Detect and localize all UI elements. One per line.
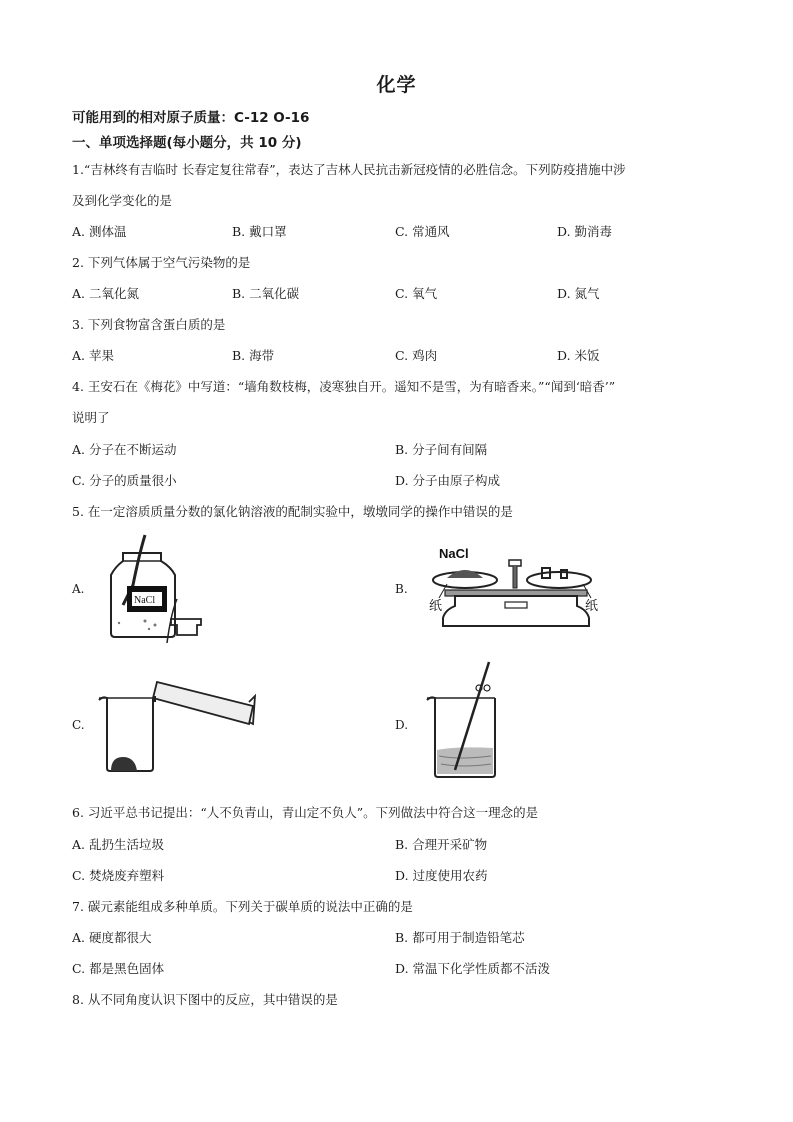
page-title: 化学 [376, 74, 417, 96]
question-2-stem: 2. 下列气体属于空气污染物的是 [72, 255, 251, 270]
question-7-stem: 7. 碳元素能组成多种单质。下列关于碳单质的说法中正确的是 [72, 899, 413, 914]
question-4-stem: 4. 王安石在《梅花》中写道：“墙角数枝梅，凌寒独自开。遥知不是雪，为有暗香来。”“闻到‘暗香’” [72, 379, 616, 394]
q2-option-c: C. 氧气 [395, 286, 438, 301]
q6-option-d: D. 过度使用农药 [395, 868, 488, 883]
nacl-label: NaCl [439, 546, 469, 561]
pouring-figure [95, 672, 265, 777]
q4-option-b: B. 分子间有间隔 [395, 442, 488, 457]
q7-option-a: A. 硬度都很大 [72, 930, 152, 945]
question-8-stem: 8. 从不同角度认识下图中的反应，其中错误的是 [72, 992, 338, 1007]
question-5-stem: 5. 在一定溶质质量分数的氯化钠溶液的配制实验中，墩墩同学的操作中错误的是 [72, 504, 513, 519]
section-heading: 一、单项选择题(每小题分，共 10 分) [72, 135, 302, 151]
figure-c-label: C. [72, 718, 85, 732]
balance-figure [425, 538, 605, 633]
figure-d-label: D. [395, 718, 409, 732]
figure-b-label: B. [395, 582, 408, 596]
question-1-stem-cont: 及到化学变化的是 [72, 193, 173, 208]
q6-option-a: A. 乱扔生活垃圾 [72, 837, 164, 852]
q3-option-c: C. 鸡肉 [395, 348, 438, 363]
q4-option-c: C. 分子的质量很小 [72, 473, 177, 488]
reagent-bottle-figure [105, 533, 215, 643]
figure-a-label: A. [72, 582, 85, 596]
question-1-stem: 1.“吉林终有吉临时 长春定复往常春”，表达了吉林人民抗击新冠疫情的必胜信念。下列防疫措施中涉 [72, 162, 626, 177]
question-6-stem: 6. 习近平总书记提出：“人不负青山，青山定不负人”。下列做法中符合这一理念的是 [72, 805, 539, 820]
stirring-figure [425, 660, 515, 785]
q7-option-d: D. 常温下化学性质都不活泼 [395, 961, 551, 976]
q7-option-c: C. 都是黑色固体 [72, 961, 165, 976]
q4-option-d: D. 分子由原子构成 [395, 473, 501, 488]
q1-option-c: C. 常通风 [395, 224, 450, 239]
question-3-stem: 3. 下列食物富含蛋白质的是 [72, 317, 226, 332]
q2-option-a: A. 二氧化氮 [72, 286, 139, 301]
atomic-mass-line: 可能用到的相对原子质量：C-12 O-16 [72, 110, 310, 126]
question-4-stem-cont: 说明了 [72, 410, 110, 425]
q6-option-c: C. 焚烧废弃塑料 [72, 868, 165, 883]
q1-option-a: A. 测体温 [72, 224, 127, 239]
q1-option-d: D. 勤消毒 [557, 224, 613, 239]
paper-label-left: 纸 [429, 599, 443, 614]
q2-option-d: D. 氮气 [557, 286, 600, 301]
q3-option-b: B. 海带 [232, 348, 275, 363]
q6-option-b: B. 合理开采矿物 [395, 837, 488, 852]
paper-label-right: 纸 [585, 599, 599, 614]
q4-option-a: A. 分子在不断运动 [72, 442, 177, 457]
q1-option-b: B. 戴口罩 [232, 224, 287, 239]
q7-option-b: B. 都可用于制造铅笔芯 [395, 930, 525, 945]
q2-option-b: B. 二氧化碳 [232, 286, 300, 301]
bottle-label: NaCl [134, 595, 156, 606]
q3-option-a: A. 苹果 [72, 348, 114, 363]
q3-option-d: D. 米饭 [557, 348, 600, 363]
